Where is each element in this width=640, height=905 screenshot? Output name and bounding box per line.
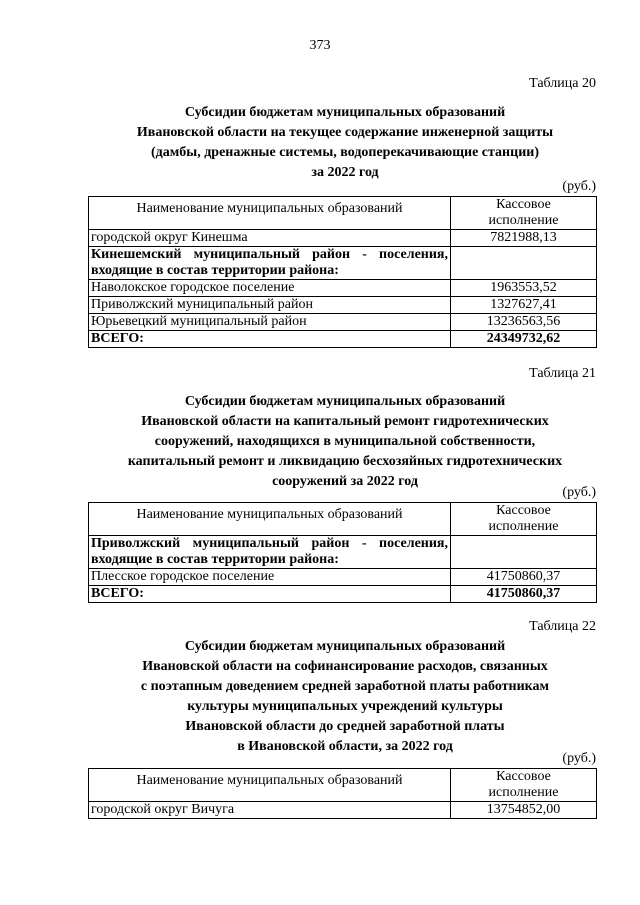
table-row: [89, 536, 597, 569]
header-line: Кассовое: [496, 769, 551, 784]
table-header: [89, 503, 597, 536]
row-value: [451, 247, 597, 280]
col-name-header: Наименование муниципальных образований: [89, 769, 451, 802]
row-name: Приволжский муниципальный район - поселения, входящие в состав территории района:: [89, 536, 451, 569]
table-20-label: Таблица 20: [529, 76, 596, 91]
col-name-header: Наименование муниципальных образований: [89, 197, 451, 230]
table-21-label: Таблица 21: [529, 366, 596, 381]
header-line: исполнение: [488, 213, 559, 228]
unit-label: (руб.): [562, 751, 596, 766]
title-line: Ивановской области до средней заработной платы: [185, 719, 505, 734]
title-line: Субсидии бюджетам муниципальных образований: [184, 394, 506, 409]
row-name: Юрьевецкий муниципальный район: [89, 314, 451, 331]
total-row: [89, 586, 597, 603]
table-row: [89, 230, 597, 247]
row-name: Наволокское городское поселение: [89, 280, 451, 297]
table-row: [89, 802, 597, 819]
row-name: Плесское городское поселение: [89, 569, 451, 586]
title-line: Субсидии бюджетам муниципальных образований: [184, 639, 506, 654]
title-line: Ивановской области на софинансирование расходов, связанных: [142, 659, 548, 674]
row-value: 24349732,62: [451, 331, 597, 348]
page-number: 373: [309, 38, 331, 53]
row-value: [451, 536, 597, 569]
table-22-label: Таблица 22: [529, 619, 596, 634]
total-row: [89, 331, 597, 348]
row-value: 41750860,37: [451, 586, 597, 603]
col-exec-header: [451, 197, 597, 230]
table-21-title: [80, 392, 610, 492]
table-21: [88, 502, 597, 603]
row-name: городской округ Кинешма: [89, 230, 451, 247]
header-line: Кассовое: [496, 503, 551, 518]
table-row: [89, 314, 597, 331]
title-line: культуры муниципальных учреждений культуры: [187, 699, 503, 714]
title-line: сооружений за 2022 год: [272, 474, 418, 489]
row-name: Приволжский муниципальный район: [89, 297, 451, 314]
title-line: в Ивановской области, за 2022 год: [237, 739, 453, 754]
row-value: 7821988,13: [451, 230, 597, 247]
table-row: [89, 297, 597, 314]
table-22-title: [80, 637, 610, 757]
row-name: ВСЕГО:: [89, 331, 451, 348]
title-line: Ивановской области на капитальный ремонт гидротехнических: [141, 414, 549, 429]
col-name-header: Наименование муниципальных образований: [89, 503, 451, 536]
title-line: капитальный ремонт и ликвидацию бесхозяйных гидротехнических: [127, 454, 563, 469]
table-header: [89, 769, 597, 802]
row-name: Кинешемский муниципальный район - поселения, входящие в состав территории района:: [89, 247, 451, 280]
row-value: 41750860,37: [451, 569, 597, 586]
unit-label: (руб.): [562, 179, 596, 194]
row-value: 13754852,00: [451, 802, 597, 819]
header-line: Кассовое: [496, 197, 551, 212]
table-20: [88, 196, 597, 348]
table-22: [88, 768, 597, 819]
title-line: (дамбы, дренажные системы, водоперекачивающие станции): [150, 145, 539, 160]
header-line: исполнение: [488, 785, 559, 800]
row-name: ВСЕГО:: [89, 586, 451, 603]
title-line: за 2022 год: [311, 165, 379, 180]
row-value: 1963553,52: [451, 280, 597, 297]
table-row: [89, 569, 597, 586]
table-header: [89, 197, 597, 230]
unit-label: (руб.): [562, 485, 596, 500]
row-value: 13236563,56: [451, 314, 597, 331]
row-value: 1327627,41: [451, 297, 597, 314]
table-20-title: [80, 103, 610, 183]
title-line: с поэтапным доведением средней заработной платы работникам: [140, 679, 550, 694]
table-row: [89, 280, 597, 297]
title-line: сооружений, находящихся в муниципальной собственности,: [154, 434, 536, 449]
header-line: исполнение: [488, 519, 559, 534]
col-exec-header: [451, 503, 597, 536]
row-name: городской округ Вичуга: [89, 802, 451, 819]
col-exec-header: [451, 769, 597, 802]
title-line: Субсидии бюджетам муниципальных образований: [184, 105, 506, 120]
table-row: [89, 247, 597, 280]
title-line: Ивановской области на текущее содержание инженерной защиты: [136, 125, 554, 140]
